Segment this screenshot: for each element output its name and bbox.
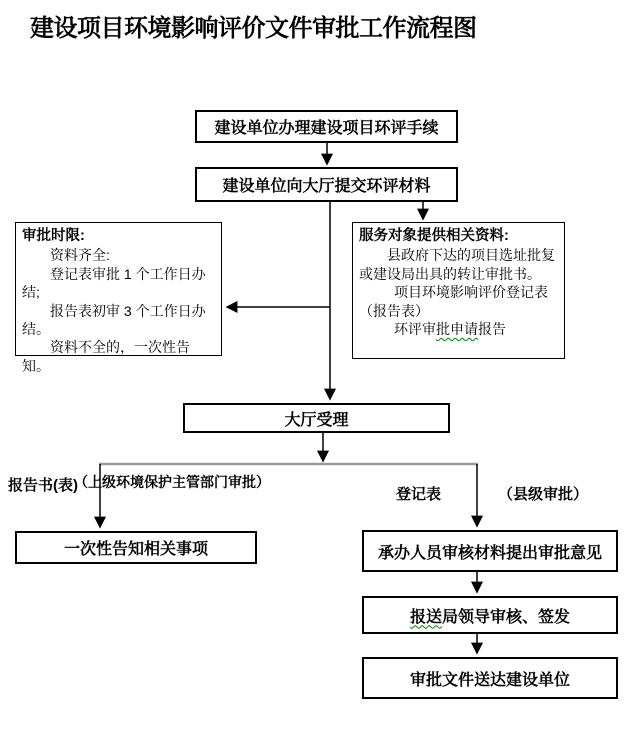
materials-registration-form: 项目环境影响评价登记表（报告表） [359, 284, 548, 319]
branch-label-registration-form: 登记表 [396, 486, 442, 503]
step-one-time-notice-box: 一次性告知相关事项 [15, 531, 257, 564]
step-deliver-document-box: 审批文件送达建设单位 [362, 657, 618, 699]
branch-label-report-book: 报告书(表) [8, 477, 78, 494]
step-apply-box: 建设单位办理建设项目环评手续 [195, 110, 458, 143]
step-submit-materials-box: 建设单位向大厅提交环评材料 [195, 167, 458, 202]
approval-time-limit-box [15, 222, 222, 374]
time-limit-line-incomplete: 资料不全的，一次性告知。 [22, 339, 190, 374]
time-limit-line-report: 报告表初审 3 个工作日办结。 [22, 302, 206, 337]
page-title: 建设项目环境影响评价文件审批工作流程图 [30, 15, 477, 42]
materials-heading: 服务对象提供相关资料: [359, 228, 509, 244]
leader-sign-rest: 局领导审核、签发 [442, 608, 571, 626]
application-report-post: 报告 [478, 321, 506, 337]
materials-application-report [359, 320, 558, 338]
application-report-pre: 环评审 [394, 321, 436, 337]
step-review-opinion-box: 承办人员审核材料提出审批意见 [362, 530, 618, 572]
time-limit-line-registration: 登记表审批 1 个工作日办结; [22, 265, 206, 301]
leader-sign-spellcheck: 报送 [409, 608, 442, 626]
step-leader-sign-box [362, 596, 618, 634]
branch-label-county-approval: （县级审批） [498, 486, 589, 503]
time-limit-heading: 审批时限: [22, 228, 85, 244]
materials-site-approval: 县政府下达的项目选址批复或建设局出具的转让审批书。 [359, 247, 555, 282]
branch-label-higher-authority: （上级环境保护主管部门审批） [74, 474, 270, 490]
required-materials-box [352, 222, 565, 359]
step-hall-accept-box: 大厅受理 [183, 403, 450, 433]
application-report-spellcheck: 批申请 [436, 321, 478, 337]
time-limit-line-complete: 资料齐全: [50, 247, 110, 264]
